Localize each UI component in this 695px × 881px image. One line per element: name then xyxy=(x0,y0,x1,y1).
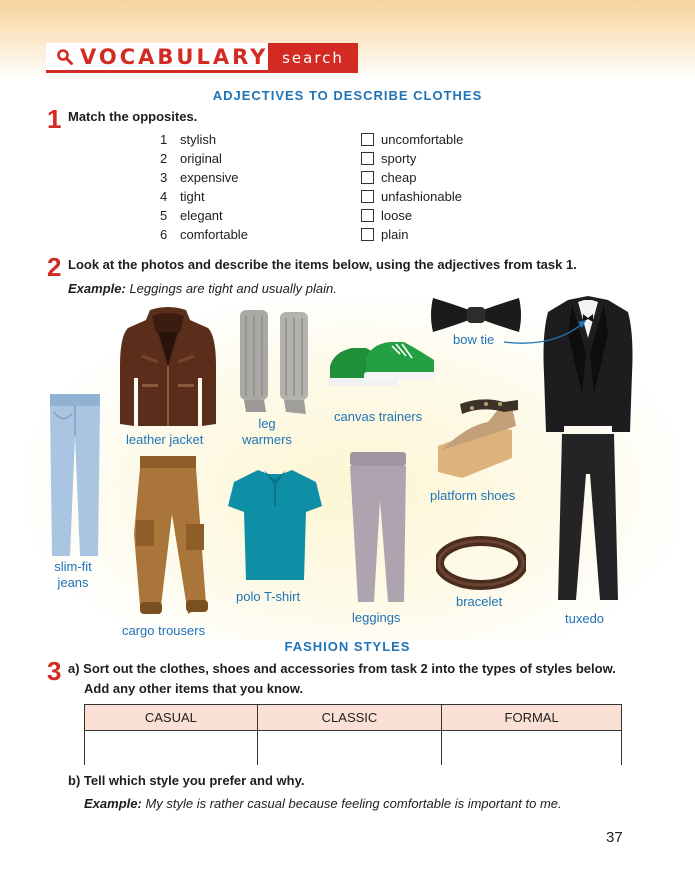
opposite-row-6 xyxy=(361,227,408,242)
left-number: 3 xyxy=(160,170,168,185)
caption-jeans: jeans xyxy=(57,575,89,590)
opposite-row-1 xyxy=(361,132,463,147)
left-word-6 xyxy=(160,227,248,242)
left-word: comfortable xyxy=(180,227,248,242)
answer-checkbox[interactable] xyxy=(361,190,374,203)
answer-checkbox[interactable] xyxy=(361,209,374,222)
section-heading-fashion-styles: FASHION STYLES xyxy=(284,639,411,654)
styles-table-header-row xyxy=(85,705,622,731)
answer-checkbox[interactable] xyxy=(361,133,374,146)
task1-instruction: Match the opposites. xyxy=(68,109,198,124)
caption-slim-fit-jeans xyxy=(48,559,98,591)
task-number-3: 3 xyxy=(47,656,62,686)
styles-table xyxy=(84,704,622,765)
answer-checkbox[interactable] xyxy=(361,171,374,184)
opposite-word: loose xyxy=(381,208,413,223)
task-number-1: 1 xyxy=(47,104,62,134)
platform-shoes-image xyxy=(432,396,522,482)
left-number: 5 xyxy=(160,208,168,223)
caption-platform-shoes: platform shoes xyxy=(430,488,516,503)
example-text: Leggings are tight and usually plain. xyxy=(129,281,337,296)
left-number: 4 xyxy=(160,189,168,204)
left-word: tight xyxy=(180,189,205,204)
left-word: expensive xyxy=(180,170,239,185)
column-formal: FORMAL xyxy=(442,705,622,731)
caption-warmers: warmers xyxy=(242,432,292,447)
slim-fit-jeans-image xyxy=(46,392,104,558)
caption-canvas-trainers: canvas trainers xyxy=(334,409,423,424)
task-number-2: 2 xyxy=(47,252,62,282)
caption-leggings: leggings xyxy=(352,610,401,625)
bow-tie-arrow xyxy=(502,316,592,350)
styles-table-answer-row xyxy=(85,731,622,765)
left-word-3 xyxy=(160,170,239,185)
left-word-2 xyxy=(160,151,222,166)
opposite-row-2 xyxy=(361,151,416,166)
page-number: 37 xyxy=(606,829,623,846)
example-text: My style is rather casual because feeling comfortable is important to me. xyxy=(145,796,562,811)
casual-answer-cell[interactable] xyxy=(85,731,258,765)
example-label: Example: xyxy=(84,796,142,811)
opposite-row-4 xyxy=(361,189,462,204)
task2-example xyxy=(68,281,337,296)
section-heading-adjectives: ADJECTIVES TO DESCRIBE CLOTHES xyxy=(212,88,483,103)
left-word-1 xyxy=(160,132,216,147)
answer-checkbox[interactable] xyxy=(361,228,374,241)
caption-leather-jacket: leather jacket xyxy=(126,432,204,447)
cargo-trousers-image xyxy=(130,454,210,622)
left-word: stylish xyxy=(180,132,217,147)
search-icon xyxy=(56,48,74,66)
caption-tuxedo: tuxedo xyxy=(565,611,605,626)
example-label: Example: xyxy=(68,281,126,296)
polo-t-shirt-image xyxy=(228,466,322,584)
left-number: 1 xyxy=(160,132,168,147)
classic-answer-cell[interactable] xyxy=(257,731,442,765)
caption-polo-t-shirt: polo T-shirt xyxy=(236,589,301,604)
left-word: original xyxy=(180,151,222,166)
column-classic: CLASSIC xyxy=(257,705,442,731)
task3a-instruction-line1: a) Sort out the clothes, shoes and accessories from task 2 into the types of styles below. xyxy=(68,661,616,676)
caption-bracelet: bracelet xyxy=(456,594,503,609)
caption-slim-fit: slim-fit xyxy=(54,559,92,574)
opposite-word: sporty xyxy=(381,151,417,166)
canvas-trainers-image xyxy=(326,336,438,394)
opposite-word: uncomfortable xyxy=(381,132,464,147)
left-word-5 xyxy=(160,208,223,223)
caption-leg: leg xyxy=(258,416,276,431)
answer-checkbox[interactable] xyxy=(361,152,374,165)
leg-warmers-image xyxy=(236,308,316,416)
bracelet-image xyxy=(436,536,526,590)
caption-cargo-trousers: cargo trousers xyxy=(122,623,206,638)
opposite-word: cheap xyxy=(381,170,417,185)
header-title: VOCABULARY xyxy=(80,44,269,69)
opposite-row-5 xyxy=(361,208,412,223)
leather-jacket-image xyxy=(118,306,218,430)
left-number: 6 xyxy=(160,227,168,242)
task3a-instruction-line2: Add any other items that you know. xyxy=(84,681,304,696)
leggings-image xyxy=(346,450,412,606)
caption-leg-warmers xyxy=(241,416,293,448)
left-word: elegant xyxy=(180,208,223,223)
opposite-word: unfashionable xyxy=(381,189,462,204)
opposite-word: plain xyxy=(381,227,409,242)
formal-answer-cell[interactable] xyxy=(442,731,622,765)
left-word-4 xyxy=(160,189,205,204)
header-main xyxy=(46,43,268,73)
column-casual: CASUAL xyxy=(85,705,258,731)
task3-example xyxy=(84,796,562,811)
task2-instruction: Look at the photos and describe the items below, using the adjectives from task 1. xyxy=(68,257,577,272)
left-number: 2 xyxy=(160,151,168,166)
task3b-instruction: b) Tell which style you prefer and why. xyxy=(68,773,305,788)
caption-bow-tie: bow tie xyxy=(453,332,495,347)
opposite-row-3 xyxy=(361,170,416,185)
vocabulary-header xyxy=(46,43,358,73)
header-tag: search xyxy=(268,43,358,73)
